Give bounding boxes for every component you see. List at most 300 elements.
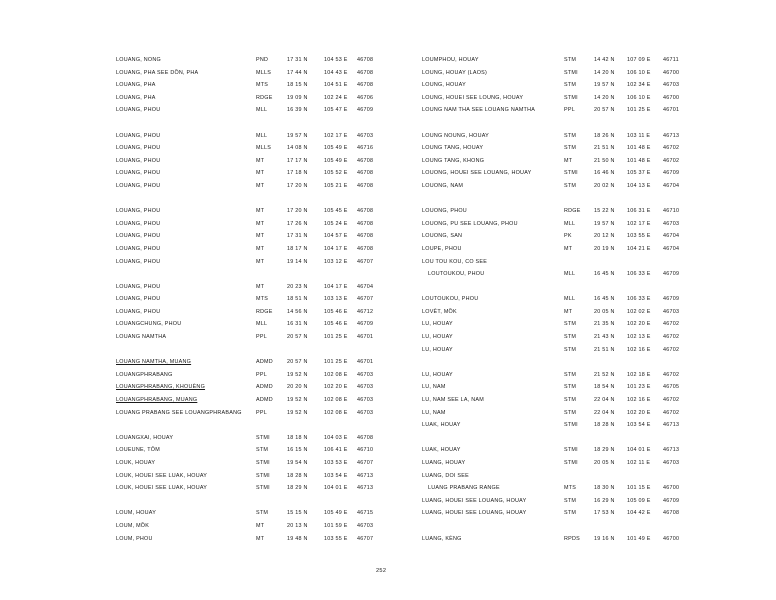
entry-longitude: 102 13 E — [627, 334, 651, 341]
entry-feature-class: ADMD — [256, 397, 273, 404]
entry-map-sheet: 46703 — [357, 371, 374, 378]
entry-name: LOUNG, HOUEI SEE LOUNG, HOUAY — [422, 94, 524, 101]
entry-longitude: 107 09 E — [627, 57, 651, 63]
entry-feature-class: MLL — [256, 321, 268, 328]
entry-feature-class: STMI — [564, 447, 578, 454]
entry-name: LOVÊT, MỒK — [422, 308, 457, 315]
entry-name: LOUONG, PU SEE LOUANG, PHOU — [422, 220, 518, 227]
entry-longitude: 103 12 E — [324, 258, 348, 265]
entry-name: LUANG, KÈNG — [422, 535, 462, 542]
entry-latitude: 18 15 N — [287, 82, 308, 89]
entry-latitude: 17 26 N — [287, 220, 308, 227]
entry-map-sheet: 46701 — [663, 107, 680, 114]
entry-name: LOUANG, PHOU — [116, 245, 161, 252]
entry-longitude: 104 17 E — [324, 283, 348, 290]
entry-latitude: 14 08 N — [287, 145, 308, 152]
entry-latitude: 14 20 N — [594, 69, 615, 76]
entry-map-sheet: 46709 — [663, 497, 680, 504]
entry-name: LOU TOU KOU, CO SEE — [422, 258, 488, 265]
entry-latitude: 20 57 N — [287, 359, 308, 366]
entry-longitude: 103 55 E — [627, 233, 651, 240]
entry-name: LOUNG, HOUAY — [422, 82, 466, 89]
entry-latitude: 21 51 N — [594, 145, 615, 152]
entry-map-sheet: 46709 — [663, 170, 680, 177]
entry-map-sheet: 46710 — [663, 208, 680, 215]
entry-feature-class: PPL — [564, 107, 575, 114]
entry-name: LOUK, HOUEI SEE LUAK, HOUAY — [116, 485, 208, 492]
entry-name: LOUM, MỒK — [116, 522, 150, 529]
entry-longitude: 101 23 E — [627, 384, 651, 391]
entry-longitude: 102 08 E — [324, 397, 348, 404]
entry-map-sheet: 46707 — [357, 460, 374, 466]
entry-feature-class: STM — [564, 397, 577, 404]
entry-map-sheet: 46707 — [357, 296, 374, 303]
entry-longitude: 103 54 E — [324, 472, 348, 479]
entry-latitude: 17 53 N — [594, 510, 615, 517]
entry-longitude: 102 17 E — [324, 132, 348, 139]
entry-name: LOUMPHOU, HOUAY — [422, 57, 479, 63]
entry-longitude: 105 49 E — [324, 145, 348, 152]
entry-latitude: 18 54 N — [594, 384, 615, 391]
entry-latitude: 20 12 N — [594, 233, 615, 240]
entry-name: LOUONG, HOUEI SEE LOUANG, HOUAY — [422, 170, 532, 177]
entry-name: LOUONG, NAM — [422, 182, 464, 189]
entry-feature-class: STMI — [256, 434, 270, 441]
entry-map-sheet: 46716 — [357, 145, 374, 152]
entry-latitude: 19 48 N — [287, 535, 308, 542]
entry-feature-class: MT — [564, 308, 573, 315]
entry-feature-class: STMI — [564, 94, 578, 101]
entry-map-sheet: 46706 — [357, 94, 374, 101]
entry-name: LOUNG, HOUAY (LAOS) — [422, 69, 488, 76]
entry-feature-class: MTS — [256, 82, 269, 89]
entry-longitude: 106 41 E — [324, 447, 348, 454]
entry-name: LOUNG TANG, HOUAY — [422, 145, 484, 152]
entry-longitude: 102 16 E — [627, 346, 651, 353]
entry-latitude: 19 54 N — [287, 460, 308, 466]
entry-latitude: 16 45 N — [594, 296, 615, 303]
entry-longitude: 101 25 E — [324, 334, 348, 341]
entry-name: LOUNG NOUNG, HOUAY — [422, 132, 489, 139]
entry-latitude: 21 52 N — [594, 371, 615, 378]
entry-map-sheet: 46704 — [663, 182, 680, 189]
entry-latitude: 19 09 N — [287, 94, 308, 101]
entry-latitude: 18 18 N — [287, 434, 308, 441]
entry-name: LOUANG, PHOU — [116, 208, 161, 215]
page-number: 252 — [376, 568, 387, 574]
entry-latitude: 20 19 N — [594, 245, 615, 252]
entry-longitude: 104 03 E — [324, 434, 348, 441]
entry-longitude: 103 13 E — [324, 296, 348, 303]
entry-feature-class: STM — [564, 145, 577, 152]
entry-name: LOUANGCHUNG, PHOU — [116, 321, 182, 328]
entry-feature-class: MLLS — [256, 69, 272, 76]
entry-latitude: 20 57 N — [287, 334, 308, 341]
entry-longitude: 103 54 E — [627, 422, 651, 429]
entry-longitude: 102 24 E — [324, 94, 348, 101]
entry-latitude: 18 30 N — [594, 485, 615, 492]
entry-map-sheet: 46708 — [357, 57, 374, 63]
entry-latitude: 20 57 N — [594, 107, 615, 114]
entry-name: LOUNG TANG, KHONG — [422, 157, 485, 164]
entry-feature-class: ADMD — [256, 359, 273, 366]
entry-feature-class: MTS — [564, 485, 577, 492]
entry-map-sheet: 46703 — [357, 384, 374, 391]
entry-map-sheet: 46700 — [663, 94, 680, 101]
entry-latitude: 20 13 N — [287, 522, 308, 529]
entry-longitude: 104 51 E — [324, 82, 348, 89]
entry-longitude: 102 20 E — [324, 384, 348, 391]
entry-feature-class: ADMD — [256, 384, 273, 391]
entry-feature-class: MT — [256, 170, 265, 177]
entry-latitude: 19 52 N — [287, 371, 308, 378]
entry-longitude: 101 25 E — [627, 107, 651, 114]
entry-latitude: 16 46 N — [594, 170, 615, 177]
entry-map-sheet: 46708 — [357, 69, 374, 76]
entry-feature-class: MT — [564, 157, 573, 164]
entry-longitude: 105 21 E — [324, 182, 348, 189]
entry-map-sheet: 46709 — [663, 296, 680, 303]
entry-latitude: 20 23 N — [287, 283, 308, 290]
entry-feature-class: RDGE — [256, 308, 273, 315]
entry-feature-class: RDGE — [256, 94, 273, 101]
entry-longitude: 101 48 E — [627, 157, 651, 164]
entry-longitude: 104 13 E — [627, 182, 651, 189]
entry-longitude: 102 16 E — [627, 397, 651, 404]
entry-name: LOUTOUKOU, PHOU — [422, 296, 479, 303]
entry-map-sheet: 46708 — [357, 245, 374, 252]
entry-latitude: 16 15 N — [287, 447, 308, 454]
entry-latitude: 16 29 N — [594, 497, 615, 504]
entry-longitude: 105 37 E — [627, 170, 651, 177]
entry-name: LOUANG, PHOU — [116, 220, 161, 227]
entry-name: LOUANG, PHOU — [116, 258, 161, 265]
entry-map-sheet: 46700 — [663, 69, 680, 76]
entry-longitude: 105 24 E — [324, 220, 348, 227]
entry-latitude: 22 04 N — [594, 397, 615, 404]
entry-feature-class: MT — [256, 208, 265, 215]
entry-longitude: 102 08 E — [324, 409, 348, 416]
entry-longitude: 104 42 E — [627, 510, 651, 517]
entry-name: LUANG, HOUEI SEE LOUANG, HOUAY — [422, 510, 527, 517]
entry-longitude: 105 45 E — [324, 208, 348, 215]
entry-map-sheet: 46713 — [663, 132, 680, 139]
entry-map-sheet: 46708 — [357, 182, 374, 189]
entry-longitude: 104 43 E — [324, 69, 348, 76]
entry-longitude: 105 46 E — [324, 308, 348, 315]
entry-feature-class: MLL — [256, 107, 268, 114]
entry-map-sheet: 46710 — [357, 447, 374, 454]
entry-latitude: 15 15 N — [287, 510, 308, 517]
entry-map-sheet: 46701 — [357, 334, 374, 341]
entry-map-sheet: 46702 — [663, 409, 680, 416]
entry-latitude: 22 04 N — [594, 409, 615, 416]
entry-map-sheet: 46708 — [357, 434, 374, 441]
entry-feature-class: PPL — [256, 409, 267, 416]
entry-map-sheet: 46708 — [663, 510, 680, 517]
entry-map-sheet: 46702 — [663, 157, 680, 164]
entry-feature-class: STMI — [564, 460, 578, 466]
entry-latitude: 21 43 N — [594, 334, 615, 341]
entry-latitude: 20 05 N — [594, 308, 615, 315]
entry-latitude: 15 22 N — [594, 208, 615, 215]
entry-feature-class: STM — [564, 510, 577, 517]
entry-feature-class: MT — [256, 245, 265, 252]
entry-name: LOUM, HOUAY — [116, 510, 157, 517]
entry-name: LU, NAM SEE LA, NAM — [422, 397, 484, 404]
entry-map-sheet: 46702 — [663, 321, 680, 328]
entry-latitude: 20 05 N — [594, 460, 615, 466]
entry-longitude: 102 17 E — [627, 220, 651, 227]
entry-name: LOUK, HOUAY — [116, 460, 156, 466]
entry-feature-class: STMI — [256, 460, 270, 466]
entry-feature-class: MLL — [564, 296, 576, 303]
entry-latitude: 16 45 N — [594, 271, 615, 278]
entry-longitude: 101 15 E — [627, 485, 651, 492]
entry-feature-class: MT — [256, 535, 265, 542]
entry-name: LU, HOUAY — [422, 334, 453, 341]
entry-map-sheet: 46711 — [663, 57, 679, 63]
entry-map-sheet: 46703 — [357, 397, 374, 404]
entry-feature-class: MLL — [564, 271, 576, 278]
entry-name: LOUANG, PHA SEE DỒN, PHA — [116, 69, 199, 76]
entry-name: LOUANG PRABANG SEE LOUANGPHRABANG — [116, 409, 242, 416]
entry-map-sheet: 46701 — [357, 359, 374, 366]
entry-feature-class: MT — [256, 220, 265, 227]
entry-name: LOUANG, PHOU — [116, 233, 161, 240]
entry-latitude: 18 28 N — [287, 472, 308, 479]
entry-map-sheet: 46700 — [663, 535, 680, 542]
entry-latitude: 19 14 N — [287, 258, 308, 265]
entry-longitude: 101 59 E — [324, 522, 348, 529]
entry-feature-class: STM — [256, 510, 269, 517]
entry-feature-class: STM — [564, 346, 577, 353]
entry-name: LUANG, DOI SEE — [422, 472, 469, 479]
entry-latitude: 18 29 N — [594, 447, 615, 454]
entry-feature-class: STM — [564, 132, 577, 139]
entry-feature-class: STM — [564, 82, 577, 89]
entry-name: LU, HOUAY — [422, 346, 453, 353]
entry-name: LOUANG, PHOU — [116, 182, 161, 189]
entry-longitude: 104 53 E — [324, 57, 348, 63]
entry-name: LOUPE, PHOU — [422, 245, 462, 252]
entry-longitude: 103 55 E — [324, 535, 348, 542]
entry-name: LOUANG, PHOU — [116, 157, 161, 164]
entry-map-sheet: 46713 — [357, 472, 374, 479]
entry-longitude: 102 20 E — [627, 321, 651, 328]
entry-map-sheet: 46704 — [357, 283, 374, 290]
entry-feature-class: STM — [564, 182, 577, 189]
entry-map-sheet: 46705 — [663, 384, 680, 391]
entry-map-sheet: 46702 — [663, 397, 680, 404]
entry-name: LUANG, HOUAY — [422, 460, 466, 466]
entry-longitude: 105 47 E — [324, 107, 348, 114]
entry-feature-class: PND — [256, 57, 269, 63]
entry-feature-class: MT — [256, 182, 265, 189]
entry-latitude: 21 50 N — [594, 157, 615, 164]
entry-map-sheet: 46707 — [357, 535, 374, 542]
entry-latitude: 18 29 N — [287, 485, 308, 492]
entry-latitude: 19 16 N — [594, 535, 615, 542]
entry-map-sheet: 46713 — [663, 422, 680, 429]
entry-map-sheet: 46707 — [357, 258, 374, 265]
entry-name: LOUANGXAI, HOUAY — [116, 434, 174, 441]
entry-feature-class: MTS — [256, 296, 269, 303]
entry-feature-class: STMI — [564, 422, 578, 429]
entry-feature-class: RPDS — [564, 535, 580, 542]
entry-longitude: 105 09 E — [627, 497, 651, 504]
entry-feature-class: MT — [256, 258, 265, 265]
entry-name: LOUONG, PHOU — [422, 208, 467, 215]
entry-longitude: 106 31 E — [627, 208, 651, 215]
entry-feature-class: STM — [564, 334, 577, 341]
entry-map-sheet: 46700 — [663, 485, 680, 492]
entry-longitude: 101 49 E — [627, 535, 651, 542]
entry-name: LU, HOUAY — [422, 371, 453, 378]
entry-name: LU, NAM — [422, 384, 446, 391]
entry-longitude: 102 20 E — [627, 409, 651, 416]
entry-map-sheet: 46709 — [663, 271, 680, 278]
entry-map-sheet: 46702 — [663, 145, 680, 152]
entry-longitude: 106 10 E — [627, 69, 651, 76]
entry-name: LOUANGPHRABANG, KHOUÈNG — [116, 384, 206, 391]
entry-name: LOUANG NAMTHA, MUANG — [116, 359, 192, 366]
entry-name: LOUANG, PHOU — [116, 145, 161, 152]
entry-latitude: 16 31 N — [287, 321, 308, 328]
entry-longitude: 102 08 E — [324, 371, 348, 378]
entry-longitude: 101 25 E — [324, 359, 348, 366]
entry-feature-class: STM — [256, 447, 269, 454]
entry-name: LOUNG NAM THA SEE LOUANG NAMTHA — [422, 107, 536, 114]
entry-map-sheet: 46703 — [663, 460, 680, 466]
entry-map-sheet: 46702 — [663, 346, 680, 353]
entry-name: LU, HOUAY — [422, 321, 453, 328]
entry-latitude: 17 44 N — [287, 69, 308, 76]
entry-name: LOUANG, PHOU — [116, 132, 161, 139]
entry-latitude: 17 17 N — [287, 157, 308, 164]
entry-longitude: 105 49 E — [324, 510, 348, 517]
entry-longitude: 104 01 E — [627, 447, 651, 454]
entry-feature-class: PPL — [256, 334, 267, 341]
entry-feature-class: STM — [564, 497, 577, 504]
entry-latitude: 16 39 N — [287, 107, 308, 114]
entry-map-sheet: 46703 — [663, 82, 680, 89]
entry-longitude: 105 49 E — [324, 157, 348, 164]
entry-map-sheet: 46712 — [357, 308, 374, 315]
entry-longitude: 104 17 E — [324, 245, 348, 252]
entry-name: LOUANG, PHA — [116, 94, 156, 101]
entry-latitude: 18 17 N — [287, 245, 308, 252]
entry-map-sheet: 46703 — [357, 132, 374, 139]
entry-map-sheet: 46708 — [357, 170, 374, 177]
entry-name: LUANG PRABANG RANGE — [428, 485, 500, 492]
entry-name: LOUTOUKOU, PHOU — [428, 271, 485, 278]
entry-latitude: 14 42 N — [594, 57, 615, 63]
entry-feature-class: MT — [256, 157, 265, 164]
entry-name: LOUANGPHRABANG, MUANG — [116, 397, 198, 404]
entry-map-sheet: 46703 — [357, 409, 374, 416]
entry-latitude: 17 18 N — [287, 170, 308, 177]
entry-name: LUAK, HOUAY — [422, 422, 461, 429]
entry-longitude: 101 48 E — [627, 145, 651, 152]
entry-feature-class: STM — [564, 371, 577, 378]
entry-latitude: 20 02 N — [594, 182, 615, 189]
entry-latitude: 19 57 N — [287, 132, 308, 139]
entry-name: LOUANG, NONG — [116, 57, 161, 63]
entry-latitude: 18 26 N — [594, 132, 615, 139]
entry-latitude: 14 20 N — [594, 94, 615, 101]
entry-map-sheet: 46709 — [357, 321, 374, 328]
entry-map-sheet: 46704 — [663, 245, 680, 252]
entry-map-sheet: 46713 — [357, 485, 374, 492]
entry-map-sheet: 46708 — [357, 82, 374, 89]
entry-feature-class: MLL — [256, 132, 268, 139]
entry-longitude: 104 01 E — [324, 485, 348, 492]
entry-longitude: 105 52 E — [324, 170, 348, 177]
entry-longitude: 103 11 E — [627, 132, 651, 139]
entry-name: LOUANG, PHOU — [116, 308, 161, 315]
entry-latitude: 14 56 N — [287, 308, 308, 315]
entry-name: LOUEUNE, TÔM — [116, 447, 160, 454]
entry-longitude: 102 11 E — [627, 460, 651, 466]
entry-longitude: 106 33 E — [627, 296, 651, 303]
entry-longitude: 103 53 E — [324, 460, 348, 466]
entry-map-sheet: 46708 — [357, 157, 374, 164]
entry-map-sheet: 46708 — [357, 233, 374, 240]
entry-map-sheet: 46703 — [357, 522, 374, 529]
entry-longitude: 102 18 E — [627, 371, 651, 378]
entry-name: LOUANG, PHOU — [116, 170, 161, 177]
entry-name: LOUANG, PHOU — [116, 283, 161, 290]
entry-latitude: 17 20 N — [287, 182, 308, 189]
entry-map-sheet: 46702 — [663, 371, 680, 378]
entry-feature-class: STM — [564, 409, 577, 416]
entry-longitude: 102 34 E — [627, 82, 651, 89]
entry-feature-class: STMI — [256, 485, 270, 492]
entry-feature-class: MT — [256, 283, 265, 290]
entry-name: LOUANGPHRABANG — [116, 371, 173, 378]
entry-name: LOUANG NAMTHA — [116, 334, 167, 341]
entry-longitude: 102 02 E — [627, 308, 651, 315]
entry-map-sheet: 46713 — [663, 447, 680, 454]
entry-name: LOUANG, PHA — [116, 82, 156, 89]
entry-map-sheet: 46703 — [663, 220, 680, 227]
entry-name: LUANG, HOUEI SEE LOUANG, HOUAY — [422, 497, 527, 504]
entry-latitude: 21 51 N — [594, 346, 615, 353]
entry-name: LOUK, HOUEI SEE LUAK, HOUAY — [116, 472, 208, 479]
entry-longitude: 104 21 E — [627, 245, 651, 252]
entry-longitude: 104 57 E — [324, 233, 348, 240]
entry-feature-class: MLL — [564, 220, 576, 227]
entry-name: LUAK, HOUAY — [422, 447, 461, 454]
entry-name: LOUONG, SAN — [422, 233, 463, 240]
entry-latitude: 17 31 N — [287, 57, 308, 63]
entry-feature-class: PPL — [256, 371, 267, 378]
entry-feature-class: STM — [564, 321, 577, 328]
entry-map-sheet: 46703 — [663, 308, 680, 315]
entry-map-sheet: 46708 — [357, 220, 374, 227]
entry-map-sheet: 46715 — [357, 510, 374, 517]
entry-latitude: 19 57 N — [594, 82, 615, 89]
entry-feature-class: STMI — [256, 472, 270, 479]
entry-feature-class: RDGE — [564, 208, 581, 215]
entry-map-sheet: 46709 — [357, 107, 374, 114]
entry-name: LOUM, PHOU — [116, 535, 153, 542]
entry-feature-class: MLLS — [256, 145, 272, 152]
entry-name: LU, NAM — [422, 409, 446, 416]
entry-longitude: 106 10 E — [627, 94, 651, 101]
entry-longitude: 106 33 E — [627, 271, 651, 278]
